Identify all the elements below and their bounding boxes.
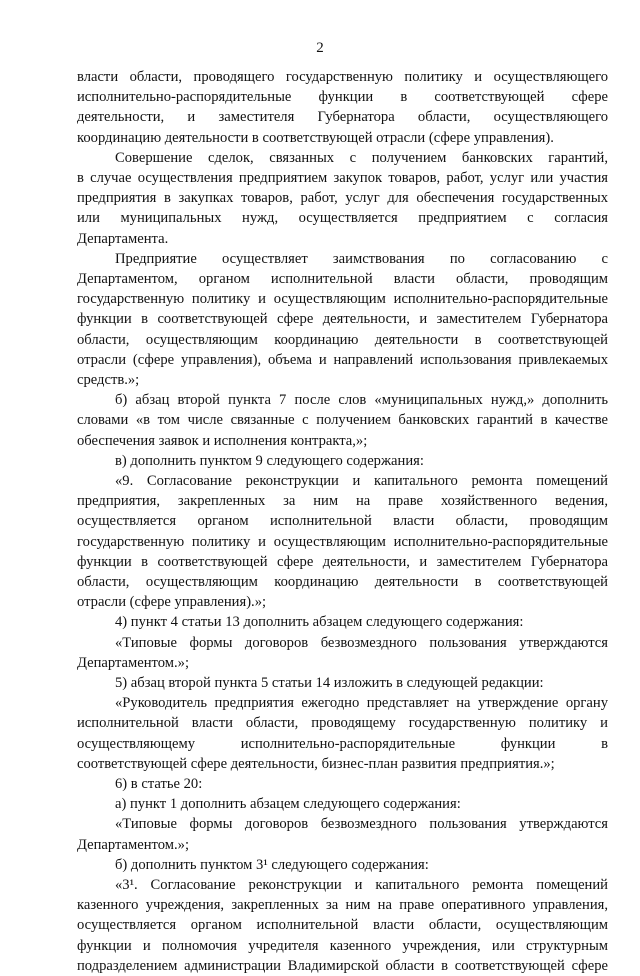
text-line: отрасли (сфере управления).»; [77, 594, 267, 611]
text-line: осуществляется органом исполнительной власти области, проводящим [77, 513, 608, 530]
text-line: Департамента. [77, 230, 169, 247]
text-line: средств.»; [77, 372, 140, 388]
text-line: функции и полномочия учредителя казенного учреждения, или структурным [77, 937, 608, 954]
text-line: деятельности, и заместителя Губернатора области, осуществляющего [77, 109, 608, 126]
text-line: исполнительно-распорядительные функции в соответствующей сфере [77, 89, 608, 106]
text-line: осуществляется органом исполнительной власти области, осуществляющим [77, 917, 608, 934]
text-line: власти области, проводящего государственную политику и осуществляющего [77, 69, 608, 85]
text-line: предприятия, закрепленных за ним на праве хозяйственного ведения, [77, 493, 608, 510]
text-line: 6) в статье 20: [115, 776, 203, 792]
text-line: функции в соответствующей сфере деятельности, и заместителем Губернатора [77, 311, 608, 328]
page-number: 2 [316, 40, 324, 56]
text-line: в случае осуществления предприятием закупок товаров, работ, услуг или участия [77, 170, 608, 186]
text-line: или муниципальных нужд, осуществляется предприятием с согласия [77, 210, 608, 227]
text-line: Департаментом.»; [77, 654, 189, 671]
text-line: 4) пункт 4 статьи 13 дополнить абзацем следующего содержания: [115, 614, 524, 631]
text-line: казенного учреждения, закрепленных за ним на праве оперативного управления, [77, 897, 608, 914]
text-line: отрасли (сфере управления), объема и направлений использования привлекаемых [77, 351, 608, 368]
text-line: Совершение сделок, связанных с получением банковских гарантий, [115, 149, 608, 166]
text-line: словами «в том числе связанные с получением банковских гарантий в качестве [77, 412, 608, 429]
text-line: Предприятие осуществляет заимствования по согласованию с [115, 250, 608, 267]
text-line: обеспечения заявок и исполнения контракта,»; [77, 432, 368, 449]
text-line: Департаментом.»; [77, 836, 189, 853]
text-line: координацию деятельности в соответствующей отрасли (сфере управления). [77, 129, 554, 146]
text-line: подразделением администрации Владимирской области в соответствующей сфере [77, 957, 608, 974]
text-line: предприятия в закупках товаров, работ, услуг для обеспечения государственных [77, 190, 608, 207]
text-line: «3¹. Согласование реконструкции и капитального ремонта помещений [115, 877, 608, 893]
text-line: «Типовые формы договоров безвозмездного пользования утверждаются [115, 634, 608, 651]
text-line: исполнительной власти области, проводящему государственную политику и [77, 715, 608, 732]
text-line: государственную политику и осуществляющим исполнительно-распорядительные [77, 291, 608, 308]
text-line: области, осуществляющим координацию деятельности в соответствующей [77, 331, 608, 348]
text-line: 5) абзац второй пункта 5 статьи 14 изложить в следующей редакции: [115, 675, 544, 691]
text-line: б) абзац второй пункта 7 после слов «муниципальных нужд,» дополнить [115, 392, 608, 409]
text-line: осуществляющему исполнительно-распорядительные функции в [77, 735, 608, 752]
text-line: соответствующей сфере деятельности, бизнес-план развития предприятия.»; [77, 755, 555, 772]
text-line: в) дополнить пунктом 9 следующего содержания: [115, 452, 424, 469]
text-line: «Типовые формы договоров безвозмездного пользования утверждаются [115, 816, 608, 833]
text-line: Департаментом, органом исполнительной власти области, проводящим [77, 271, 608, 287]
text-line: а) пункт 1 дополнить абзацем следующего содержания: [115, 796, 461, 813]
text-line: б) дополнить пунктом 3¹ следующего содержания: [115, 856, 429, 873]
text-line: функции в соответствующей сфере деятельности, и заместителем Губернатора [77, 553, 608, 570]
text-line: области, осуществляющим координацию деятельности в соответствующей [77, 574, 608, 590]
text-line: государственную политику и осуществляющим исполнительно-распорядительные [77, 533, 608, 550]
text-line: «Руководитель предприятия ежегодно представляет на утверждение органу [115, 695, 608, 712]
text-line: «9. Согласование реконструкции и капитального ремонта помещений [115, 473, 608, 489]
